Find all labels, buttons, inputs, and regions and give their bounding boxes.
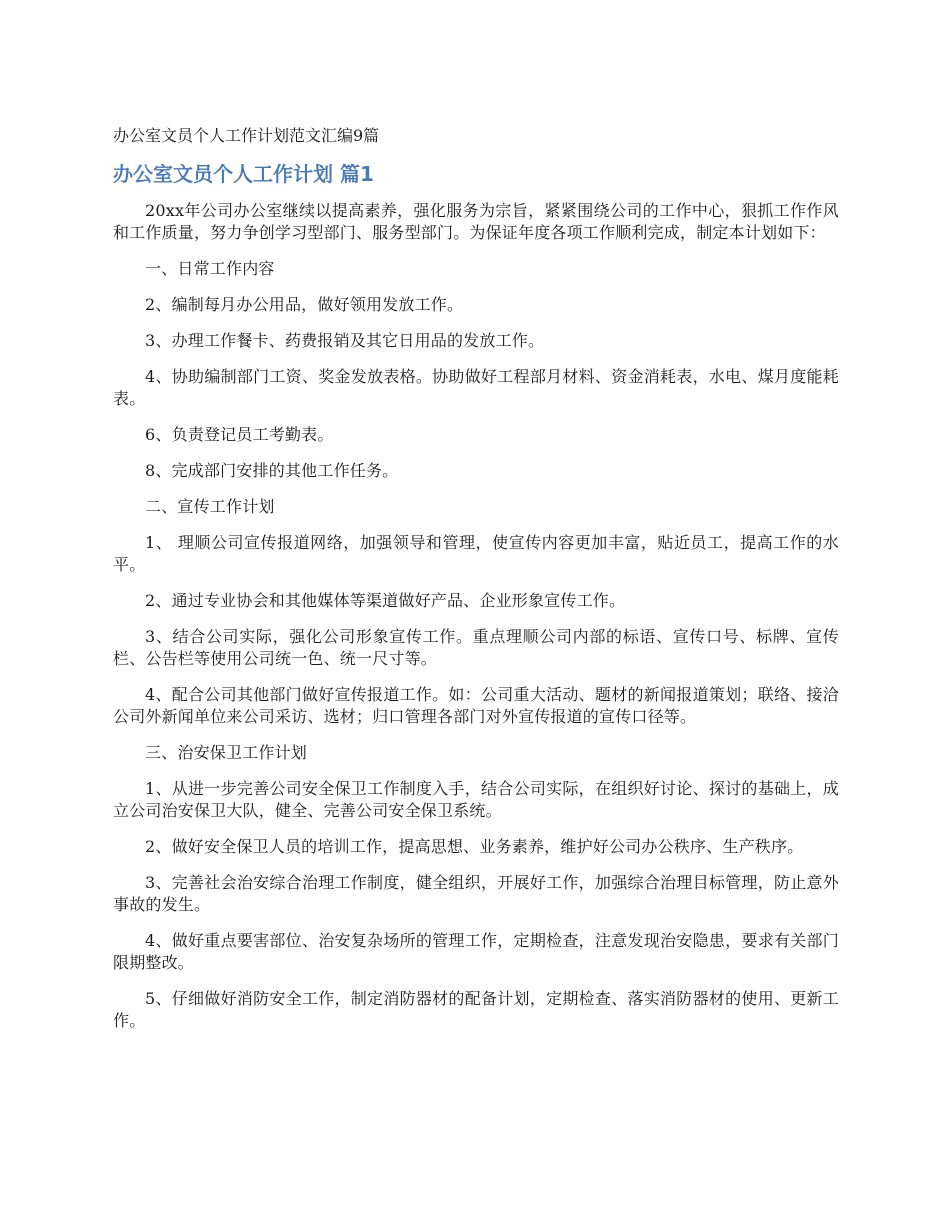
paragraph: 2、做好安全保卫人员的培训工作，提高思想、业务素养，维护好公司办公秩序、生产秩序。 [145, 837, 804, 856]
section-heading: 办公室文员个人工作计划 篇1 [113, 162, 374, 186]
paragraph: 4、做好重点要害部位、治安复杂场所的管理工作，定期检查，注意发现治安隐患，要求有关部门限期整改。 [113, 931, 839, 972]
paragraph: 2、编制每月办公用品，做好领用发放工作。 [145, 295, 464, 314]
paragraph: 3、结合公司实际，强化公司形象宣传工作。重点理顺公司内部的标语、宣传口号、标牌、宣传栏、公告栏等使用公司统一色、统一尺寸等。 [113, 627, 839, 668]
paragraph: 二、宣传工作计划 [145, 497, 275, 516]
paragraph: 3、完善社会治安综合治理工作制度，健全组织，开展好工作，加强综合治理目标管理，防止意外事故的发生。 [113, 873, 839, 914]
paragraph: 6、负责登记员工考勤表。 [145, 425, 334, 444]
paragraph: 一、日常工作内容 [145, 259, 275, 278]
paragraph: 5、仔细做好消防安全工作，制定消防器材的配备计划，定期检查、落实消防器材的使用、更新工作。 [113, 989, 839, 1030]
paragraph: 1、 理顺公司宣传报道网络，加强领导和管理，使宣传内容更加丰富，贴近员工，提高工作的水平。 [113, 533, 839, 574]
document-page [113, 124, 839, 1046]
paragraph: 2、通过专业协会和其他媒体等渠道做好产品、企业形象宣传工作。 [145, 591, 626, 610]
paragraph: 20xx年公司办公室继续以提高素养，强化服务为宗旨，紧紧围绕公司的工作中心，狠抓工作作风和工作质量，努力争创学习型部门、服务型部门。为保证年度各项工作顺利完成，制定本计划如下： [113, 201, 839, 242]
document-title: 办公室文员个人工作计划范文汇编9篇 [113, 126, 380, 145]
paragraph: 3、办理工作餐卡、药费报销及其它日用品的发放工作。 [145, 331, 545, 350]
paragraph: 三、治安保卫工作计划 [145, 743, 308, 762]
paragraph: 8、完成部门安排的其他工作任务。 [145, 461, 399, 480]
paragraph: 1、从进一步完善公司安全保卫工作制度入手，结合公司实际，在组织好讨论、探讨的基础上，成立公司治安保卫大队，健全、完善公司安全保卫系统。 [113, 779, 839, 820]
paragraph: 4、协助编制部门工资、奖金发放表格。协助做好工程部月材料、资金消耗表，水电、煤月度能耗表。 [113, 367, 839, 408]
paragraph: 4、配合公司其他部门做好宣传报道工作。如：公司重大活动、题材的新闻报道策划；联络、接洽公司外新闻单位来公司采访、选材；归口管理各部门对外宣传报道的宣传口径等。 [113, 685, 839, 726]
